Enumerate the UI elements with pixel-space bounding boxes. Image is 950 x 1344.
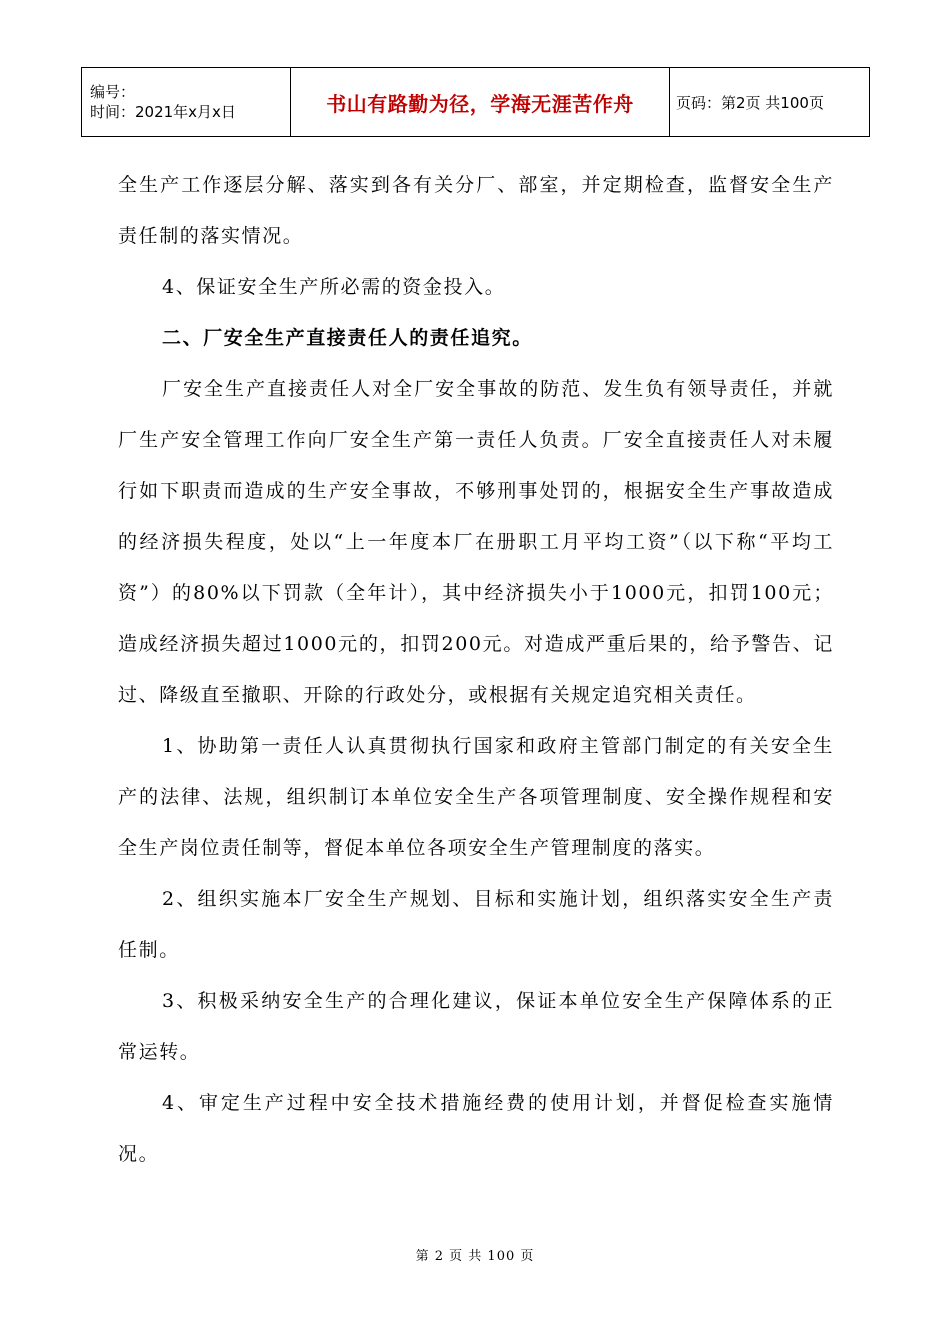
body-paragraph: 4、审定生产过程中安全技术措施经费的使用计划，并督促检查实施情况。 xyxy=(118,1092,834,1165)
section-heading: 二、厂安全生产直接责任人的责任追究。 xyxy=(162,327,533,349)
body-paragraph: 4、保证安全生产所必需的资金投入。 xyxy=(162,276,506,298)
body-paragraph: 全生产工作逐层分解、落实到各有关分厂、部室，并定期检查，监督安全生产责任制的落实情况。 xyxy=(118,174,834,247)
document-number-label: 编号： xyxy=(90,83,136,101)
page-footer: 第 2 页 共 100 页 xyxy=(415,1249,535,1264)
header-motto: 书山有路勤为径，学海无涯苦作舟 xyxy=(291,68,670,137)
body-paragraph: 厂安全生产直接责任人对全厂安全事故的防范、发生负有领导责任，并就厂生产安全管理工作向厂安全生产第一责任人负责。厂安全直接责任人对未履行如下职责而造成的生产安全事故，不够刑事处罚的，根据安全生产事故造成的经济损失程度，处以“上一年度本厂在册职工月平均工资”（以下称“平均工资”）的80%以下罚款（全年计），其中经济损失小于1000元，扣罚100元；造成经济损失超过1000元的，扣罚200元。对造成严重后果的，给予警告、记过、降级直至撤职、开除的行政处分，或根据有关规定追究相关责任。 xyxy=(118,378,834,706)
document-body xyxy=(118,160,834,1180)
body-paragraph: 3、积极采纳安全生产的合理化建议，保证本单位安全生产保障体系的正常运转。 xyxy=(118,990,834,1063)
header-meta-cell xyxy=(82,68,291,137)
document-header xyxy=(81,67,870,137)
header-page-info: 页码：第2页 共100页 xyxy=(670,68,870,137)
document-date-label: 时间：2021年x月x日 xyxy=(90,103,236,121)
body-paragraph: 1、协助第一责任人认真贯彻执行国家和政府主管部门制定的有关安全生产的法律、法规，组织制订本单位安全生产各项管理制度、安全操作规程和安全生产岗位责任制等，督促本单位各项安全生产管理制度的落实。 xyxy=(118,735,834,859)
body-paragraph: 2、组织实施本厂安全生产规划、目标和实施计划，组织落实安全生产责任制。 xyxy=(118,888,834,961)
